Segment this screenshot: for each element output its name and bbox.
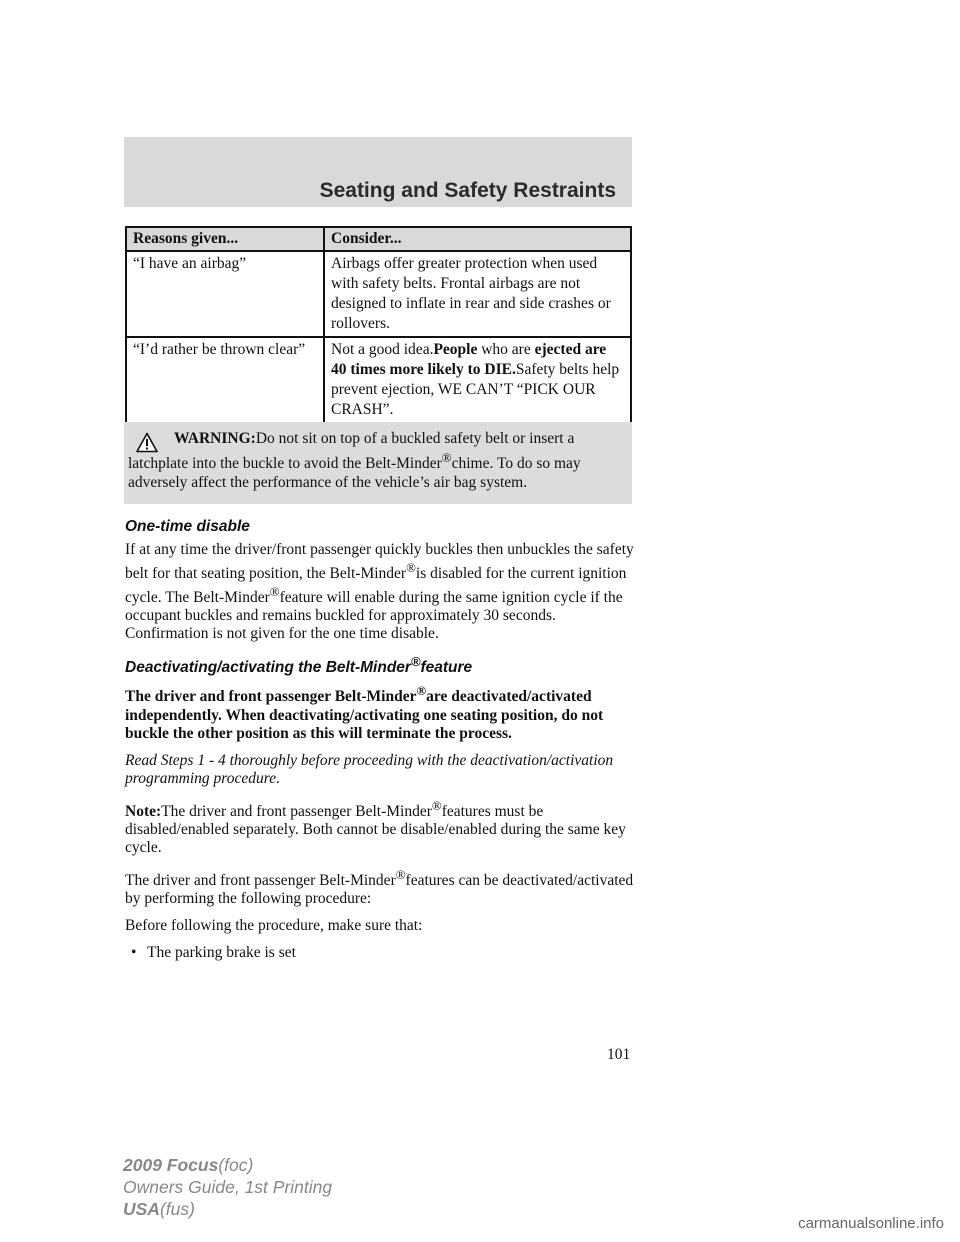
registered-mark: ® [269,584,280,600]
footer-market: USA [123,1199,160,1219]
heading-text: Deactivating/activating the Belt-Minder [125,659,411,677]
footer-line: Owners Guide, 1st Printing [123,1177,333,1197]
consider-text: who are [481,341,531,358]
registered-mark: ® [441,450,452,465]
footer-line [123,1198,332,1220]
independent-paragraph [125,682,635,742]
list-item-text: The parking brake is set [147,943,296,961]
footer [123,1154,332,1220]
paragraph-text: features must be disabled/enabled separately. Both cannot be disable/enabled during the same key cycle. [125,802,626,856]
footer-model: 2009 Focus [123,1155,219,1175]
table-cell-reason: “I’d rather be thrown clear” [126,337,324,423]
registered-mark: ® [431,797,442,813]
paragraph-text: The driver and front passenger Belt-Minder [125,871,396,889]
consider-bold: ejected are 40 times more likely to DIE. [331,341,607,378]
table-header-consider: Consider... [324,227,631,251]
warning-text [128,429,628,492]
body-content [125,517,635,962]
section-title: Seating and Safety Restraints [319,179,616,202]
consider-text: Not a good idea. [331,341,434,358]
one-time-paragraph [125,541,635,643]
table-header-row [126,227,631,251]
registered-mark: ® [406,560,416,575]
note-label: Note: [125,802,162,820]
heading-text: feature [420,659,473,677]
warning-body: chime. To do so may adversely affect the performance of the vehicle’s air bag system. [128,455,581,492]
table-header-reasons: Reasons given... [126,227,324,251]
footer-line [123,1154,332,1176]
section-header-band [124,137,632,207]
paragraph-text: The driver and front passenger Belt-Minder [125,688,417,706]
heading-deactivating [125,652,635,678]
consider-text: Safety belts help prevent ejection, WE CAN’T “PICK OUR CRASH”. [331,361,620,418]
heading-one-time-disable: One-time disable [125,518,250,535]
registered-mark: ® [416,683,427,699]
page-number: 101 [607,1046,631,1063]
procedure-paragraph [125,866,635,908]
warning-box [124,422,632,504]
table-row [126,337,631,423]
paragraph-text: The driver and front passenger Belt-Minder [161,802,432,820]
note-paragraph [125,797,635,857]
registered-mark: ® [395,866,406,882]
watermark: carmanualsonline.info [798,1215,944,1232]
footer-code: (foc) [218,1155,254,1175]
paragraph-text: features can be deactivated/activated by performing the following procedure: [125,871,634,907]
paragraph-text: feature will enable during the same ignition cycle if the occupant buckles and remains buckled for approximately 30 seconds. Confirmation is not given for the one time disable. [125,589,623,643]
list-item [125,944,635,962]
warning-label: WARNING: [174,430,256,447]
read-steps-paragraph: Read Steps 1 - 4 thoroughly before proceeding with the deactivation/activation programming procedure. [125,751,614,787]
table-cell-consider [324,337,631,423]
table-row [126,251,631,337]
consider-bold: People [433,341,478,358]
warning-body: Do not sit on top of a buckled safety belt or insert a latchplate into the buckle to avoid the Belt-Minder [128,430,575,473]
bullet-icon: • [131,943,137,961]
footer-code: (fus) [159,1199,195,1219]
before-paragraph: Before following the procedure, make sure that: [125,916,423,934]
paragraph-text: is disabled for the current ignition cycle. The Belt-Minder [125,565,627,607]
table-cell-consider: Airbags offer greater protection when used with safety belts. Frontal airbags are not designed to inflate in rear and side crashes or rollovers. [324,251,631,337]
paragraph-text: are deactivated/activated independently. When deactivating/activating one seating position, do not buckle the other position as this will terminate the process. [125,688,604,742]
paragraph-text: If at any time the driver/front passenger quickly buckles then unbuckles the safety belt for that seating position, the Belt-Minder [125,541,634,583]
table-cell-reason: “I have an airbag” [126,251,324,337]
registered-mark: ® [410,654,421,670]
reasons-table [125,226,632,424]
